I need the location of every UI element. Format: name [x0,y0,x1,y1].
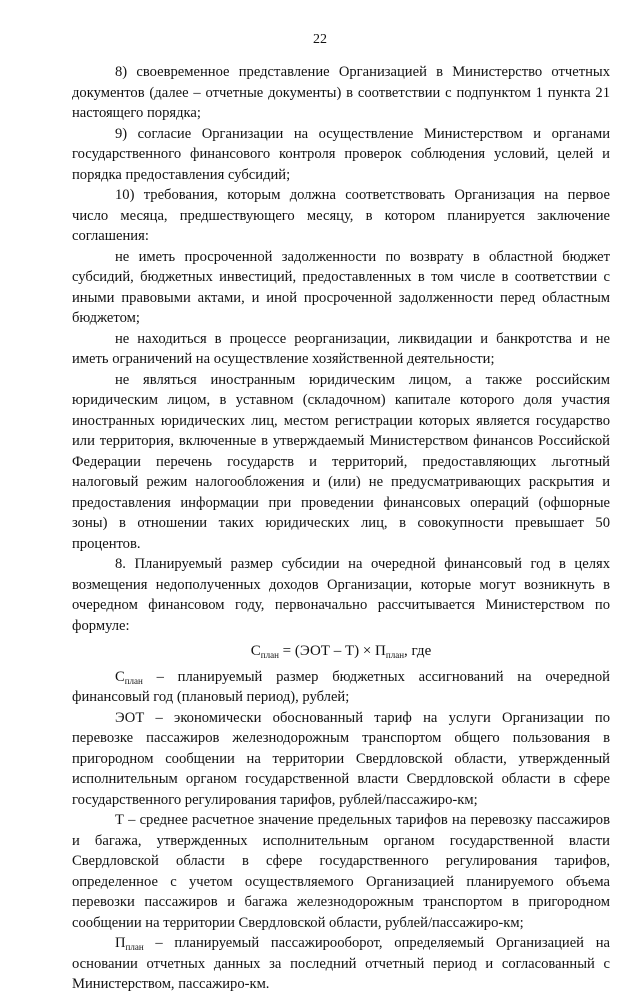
definition-text: – планируемый размер бюджетных ассигнований на очередной финансовый год (плановый период), рублей; [72,668,610,705]
definition-symbol: С [115,668,125,685]
paragraph-item-10: 10) требования, которым должна соответствовать Организация на первое число месяца, предшествующего месяцу, в котором планируется заключение соглашения: [72,187,610,244]
paragraph-section-8: 8. Планируемый размер субсидии на очередной финансовый год в целях возмещения недополученных доходов Организации, которые могут возникнуть в очередном финансовом году, первоначально рассчитывается Министерством по формуле: [72,556,610,634]
definition-p-plan [72,933,610,995]
definition-subscript: план [124,675,143,686]
definition-subscript: план [125,942,144,952]
formula-c-subscript: план [260,650,279,660]
paragraph-requirement-reorganization: не находиться в процессе реорганизации, ликвидации и банкротства и не иметь ограничений на осуществление хозяйственной деятельности; [72,330,610,367]
definition-text: – планируемый пассажирооборот, определяемый Организацией на основании отчетных данных за последний отчетный период и согласованный с Министерством, пассажиро-км. [72,935,610,992]
definition-t: Т – среднее расчетное значение предельных тарифов на перевозку пассажиров и багажа, утвержденных исполнительным органом государственной власти Свердловской области в сфере государственного регулирования тарифов, определенное с учетом осуществляемого Организацией планируемого объема перевозки пассажиров и багажа железнодорожным транспортом в пригородном сообщении на территории Свердловской области, рублей/пассажиро-км; [72,812,610,931]
formula-c-symbol: С [250,643,261,659]
subsidy-formula [72,641,610,662]
definition-eot: ЭОТ – экономически обоснованный тариф на услуги Организации по перевозке пассажиров железнодорожным транспортом общего пользования в пригородном сообщении на территории Свердловской области, утвержденный исполнительным органом государственной власти Свердловской области в сфере государственного регулирования тарифов, рублей/пассажиро-км; [72,709,610,808]
paragraph-requirement-debt: не иметь просроченной задолженности по возврату в областной бюджет субсидий, бюджетных инвестиций, предоставленных в том числе в соответствии с иными правовыми актами, и иной просроченной задолженности перед областным бюджетом; [72,248,610,326]
paragraph-item-8: 8) своевременное представление Организацией в Министерство отчетных документов (далее – отчетные документы) в соответствии с подпунктом 1 пункта 21 настоящего порядка; [72,64,610,121]
paragraph-requirement-foreign: не являться иностранным юридическим лицом, а также российским юридическим лицом, в уставном (складочном) капитале которого доля участия иностранных юридических лиц, местом регистрации которых является государство или территория, включенные в утверждаемый Министерством финансов Российской Федерации перечень государств и территорий, предоставляющих льготный налоговый режим налогообложения и (или) не предусматривающих раскрытия и предоставления информации при проведении финансовых операций (офшорные зоны) в отношении таких юридических лиц, в совокупности превышает 50 процентов. [72,371,610,552]
formula-tail: , где [404,643,432,659]
definition-c-plan [72,667,610,708]
document-body [72,62,610,995]
formula-p-subscript: план [385,650,405,660]
paragraph-item-9: 9) согласие Организации на осуществление Министерством и органами государственного финансового контроля проверок соблюдения условий, целей и порядка предоставления субсидий; [72,125,610,183]
page-number: 22 [313,32,327,47]
definition-symbol: П [115,935,126,951]
formula-body: = (ЭОТ – Т) × П [278,643,386,659]
